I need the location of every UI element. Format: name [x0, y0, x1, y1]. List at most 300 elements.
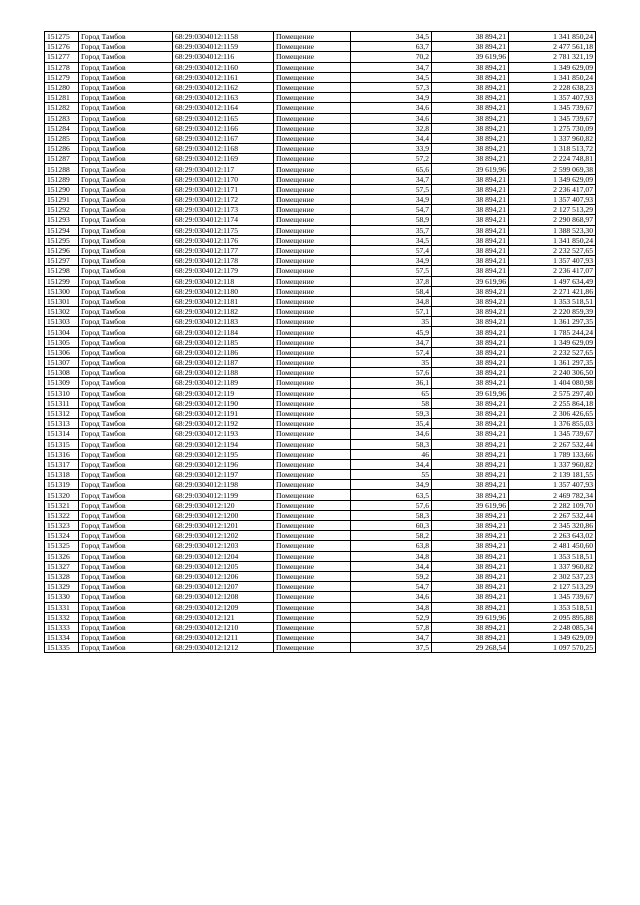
unit-value-cell: 38 894,21	[432, 286, 509, 296]
cadastral-value-cell: 1 357 407,93	[509, 195, 596, 205]
object-type-cell: Помещение	[274, 42, 351, 52]
row-number-cell: 151334	[45, 633, 79, 643]
table-row	[45, 561, 596, 571]
row-number-cell: 151275	[45, 32, 79, 42]
table-row	[45, 378, 596, 388]
locality-cell: Город Тамбов	[79, 500, 173, 510]
area-cell: 34,7	[351, 62, 432, 72]
area-cell: 33,9	[351, 144, 432, 154]
area-cell: 34,5	[351, 32, 432, 42]
cadastral-number-cell: 68:29:0304012:1160	[173, 62, 274, 72]
object-type-cell: Помещение	[274, 398, 351, 408]
cadastral-value-cell: 1 349 629,09	[509, 633, 596, 643]
table-row	[45, 633, 596, 643]
table-row	[45, 388, 596, 398]
cadastral-number-cell: 68:29:0304012:1197	[173, 470, 274, 480]
object-type-cell: Помещение	[274, 62, 351, 72]
table-row	[45, 347, 596, 357]
row-number-cell: 151331	[45, 602, 79, 612]
row-number-cell: 151320	[45, 490, 79, 500]
cadastral-value-cell: 2 306 426,65	[509, 408, 596, 418]
table-row	[45, 459, 596, 469]
table-row	[45, 449, 596, 459]
cadastral-number-cell: 68:29:0304012:1193	[173, 429, 274, 439]
table-row	[45, 327, 596, 337]
cadastral-number-cell: 68:29:0304012:1183	[173, 317, 274, 327]
locality-cell: Город Тамбов	[79, 195, 173, 205]
locality-cell: Город Тамбов	[79, 388, 173, 398]
unit-value-cell: 38 894,21	[432, 184, 509, 194]
unit-value-cell: 38 894,21	[432, 266, 509, 276]
unit-value-cell: 39 619,96	[432, 52, 509, 62]
unit-value-cell: 38 894,21	[432, 571, 509, 581]
cadastral-number-cell: 68:29:0304012:1200	[173, 510, 274, 520]
cadastral-number-cell: 68:29:0304012:119	[173, 388, 274, 398]
locality-cell: Город Тамбов	[79, 459, 173, 469]
area-cell: 46	[351, 449, 432, 459]
row-number-cell: 151301	[45, 296, 79, 306]
area-cell: 57,2	[351, 154, 432, 164]
object-type-cell: Помещение	[274, 449, 351, 459]
locality-cell: Город Тамбов	[79, 82, 173, 92]
object-type-cell: Помещение	[274, 133, 351, 143]
object-type-cell: Помещение	[274, 32, 351, 42]
table-row	[45, 266, 596, 276]
row-number-cell: 151304	[45, 327, 79, 337]
object-type-cell: Помещение	[274, 317, 351, 327]
locality-cell: Город Тамбов	[79, 317, 173, 327]
area-cell: 34,7	[351, 633, 432, 643]
table-row	[45, 490, 596, 500]
row-number-cell: 151323	[45, 521, 79, 531]
unit-value-cell: 38 894,21	[432, 32, 509, 42]
unit-value-cell: 38 894,21	[432, 449, 509, 459]
unit-value-cell: 38 894,21	[432, 541, 509, 551]
cadastral-number-cell: 68:29:0304012:1205	[173, 561, 274, 571]
locality-cell: Город Тамбов	[79, 480, 173, 490]
cadastral-value-cell: 1 275 730,09	[509, 123, 596, 133]
cadastral-value-cell: 2 282 109,70	[509, 500, 596, 510]
cadastral-number-cell: 68:29:0304012:1194	[173, 439, 274, 449]
table-row	[45, 337, 596, 347]
area-cell: 34,8	[351, 602, 432, 612]
cadastral-number-cell: 68:29:0304012:1161	[173, 72, 274, 82]
cadastral-number-cell: 68:29:0304012:1173	[173, 205, 274, 215]
cadastral-number-cell: 68:29:0304012:1185	[173, 337, 274, 347]
row-number-cell: 151289	[45, 174, 79, 184]
row-number-cell: 151303	[45, 317, 79, 327]
table-row	[45, 256, 596, 266]
object-type-cell: Помещение	[274, 622, 351, 632]
cadastral-value-cell: 1 097 570,25	[509, 643, 596, 653]
cadastral-number-cell: 68:29:0304012:1192	[173, 419, 274, 429]
cadastral-number-cell: 68:29:0304012:1163	[173, 93, 274, 103]
locality-cell: Город Тамбов	[79, 103, 173, 113]
row-number-cell: 151281	[45, 93, 79, 103]
table-row	[45, 592, 596, 602]
table-row	[45, 286, 596, 296]
locality-cell: Город Тамбов	[79, 215, 173, 225]
row-number-cell: 151309	[45, 378, 79, 388]
locality-cell: Город Тамбов	[79, 225, 173, 235]
area-cell: 34,8	[351, 296, 432, 306]
unit-value-cell: 38 894,21	[432, 327, 509, 337]
row-number-cell: 151282	[45, 103, 79, 113]
area-cell: 34,9	[351, 93, 432, 103]
cadastral-number-cell: 68:29:0304012:1189	[173, 378, 274, 388]
row-number-cell: 151307	[45, 358, 79, 368]
table-row	[45, 582, 596, 592]
cadastral-number-cell: 68:29:0304012:1159	[173, 42, 274, 52]
cadastral-value-cell: 2 232 527,65	[509, 347, 596, 357]
cadastral-value-cell: 1 357 407,93	[509, 93, 596, 103]
row-number-cell: 151290	[45, 184, 79, 194]
table-row	[45, 52, 596, 62]
unit-value-cell: 29 268,54	[432, 643, 509, 653]
unit-value-cell: 38 894,21	[432, 93, 509, 103]
cadastral-number-cell: 68:29:0304012:1175	[173, 225, 274, 235]
area-cell: 57,1	[351, 307, 432, 317]
locality-cell: Город Тамбов	[79, 62, 173, 72]
object-type-cell: Помещение	[274, 521, 351, 531]
cadastral-number-cell: 68:29:0304012:1187	[173, 358, 274, 368]
object-type-cell: Помещение	[274, 561, 351, 571]
unit-value-cell: 38 894,21	[432, 398, 509, 408]
row-number-cell: 151276	[45, 42, 79, 52]
cadastral-number-cell: 68:29:0304012:1181	[173, 296, 274, 306]
cadastral-value-cell: 1 341 850,24	[509, 72, 596, 82]
unit-value-cell: 38 894,21	[432, 307, 509, 317]
area-cell: 58,3	[351, 510, 432, 520]
row-number-cell: 151330	[45, 592, 79, 602]
area-cell: 58,4	[351, 286, 432, 296]
object-type-cell: Помещение	[274, 439, 351, 449]
table-row	[45, 551, 596, 561]
area-cell: 36,1	[351, 378, 432, 388]
unit-value-cell: 38 894,21	[432, 133, 509, 143]
cadastral-value-cell: 2 220 859,39	[509, 307, 596, 317]
row-number-cell: 151310	[45, 388, 79, 398]
row-number-cell: 151325	[45, 541, 79, 551]
table-body	[45, 32, 596, 653]
row-number-cell: 151298	[45, 266, 79, 276]
locality-cell: Город Тамбов	[79, 449, 173, 459]
unit-value-cell: 38 894,21	[432, 470, 509, 480]
cadastral-value-cell: 2 575 297,40	[509, 388, 596, 398]
row-number-cell: 151328	[45, 571, 79, 581]
row-number-cell: 151288	[45, 164, 79, 174]
cadastral-value-cell: 1 357 407,93	[509, 480, 596, 490]
row-number-cell: 151278	[45, 62, 79, 72]
row-number-cell: 151324	[45, 531, 79, 541]
locality-cell: Город Тамбов	[79, 571, 173, 581]
row-number-cell: 151313	[45, 419, 79, 429]
unit-value-cell: 38 894,21	[432, 521, 509, 531]
locality-cell: Город Тамбов	[79, 419, 173, 429]
table-row	[45, 317, 596, 327]
area-cell: 57,3	[351, 82, 432, 92]
locality-cell: Город Тамбов	[79, 347, 173, 357]
cadastral-number-cell: 68:29:0304012:1162	[173, 82, 274, 92]
row-number-cell: 151306	[45, 347, 79, 357]
cadastral-number-cell: 68:29:0304012:1164	[173, 103, 274, 113]
cadastral-value-cell: 1 361 297,35	[509, 358, 596, 368]
table-row	[45, 72, 596, 82]
unit-value-cell: 38 894,21	[432, 582, 509, 592]
area-cell: 57,4	[351, 347, 432, 357]
cadastral-value-cell: 1 789 133,66	[509, 449, 596, 459]
row-number-cell: 151314	[45, 429, 79, 439]
object-type-cell: Помещение	[274, 195, 351, 205]
locality-cell: Город Тамбов	[79, 398, 173, 408]
object-type-cell: Помещение	[274, 93, 351, 103]
object-type-cell: Помещение	[274, 358, 351, 368]
row-number-cell: 151277	[45, 52, 79, 62]
locality-cell: Город Тамбов	[79, 622, 173, 632]
unit-value-cell: 38 894,21	[432, 215, 509, 225]
cadastral-number-cell: 68:29:0304012:1209	[173, 602, 274, 612]
object-type-cell: Помещение	[274, 164, 351, 174]
object-type-cell: Помещение	[274, 429, 351, 439]
row-number-cell: 151296	[45, 245, 79, 255]
row-number-cell: 151327	[45, 561, 79, 571]
cadastral-value-cell: 2 267 532,44	[509, 439, 596, 449]
row-number-cell: 151305	[45, 337, 79, 347]
cadastral-number-cell: 68:29:0304012:1174	[173, 215, 274, 225]
cadastral-value-cell: 2 290 868,97	[509, 215, 596, 225]
area-cell: 55	[351, 470, 432, 480]
locality-cell: Город Тамбов	[79, 245, 173, 255]
cadastral-number-cell: 68:29:0304012:1191	[173, 408, 274, 418]
locality-cell: Город Тамбов	[79, 52, 173, 62]
object-type-cell: Помещение	[274, 205, 351, 215]
area-cell: 65,6	[351, 164, 432, 174]
cadastral-number-cell: 68:29:0304012:1169	[173, 154, 274, 164]
unit-value-cell: 38 894,21	[432, 429, 509, 439]
area-cell: 57,8	[351, 622, 432, 632]
object-type-cell: Помещение	[274, 419, 351, 429]
cadastral-number-cell: 68:29:0304012:1211	[173, 633, 274, 643]
object-type-cell: Помещение	[274, 531, 351, 541]
table-row	[45, 195, 596, 205]
table-row	[45, 154, 596, 164]
table-row	[45, 82, 596, 92]
cadastral-value-cell: 2 477 561,18	[509, 42, 596, 52]
area-cell: 35,4	[351, 419, 432, 429]
row-number-cell: 151311	[45, 398, 79, 408]
cadastral-number-cell: 68:29:0304012:1190	[173, 398, 274, 408]
locality-cell: Город Тамбов	[79, 154, 173, 164]
row-number-cell: 151283	[45, 113, 79, 123]
cadastral-number-cell: 68:29:0304012:1168	[173, 144, 274, 154]
unit-value-cell: 38 894,21	[432, 347, 509, 357]
row-number-cell: 151318	[45, 470, 79, 480]
locality-cell: Город Тамбов	[79, 633, 173, 643]
object-type-cell: Помещение	[274, 103, 351, 113]
area-cell: 34,9	[351, 256, 432, 266]
table-row	[45, 164, 596, 174]
unit-value-cell: 38 894,21	[432, 256, 509, 266]
row-number-cell: 151297	[45, 256, 79, 266]
area-cell: 57,5	[351, 184, 432, 194]
unit-value-cell: 38 894,21	[432, 235, 509, 245]
cadastral-value-cell: 2 271 421,86	[509, 286, 596, 296]
table-row	[45, 521, 596, 531]
table-row	[45, 531, 596, 541]
object-type-cell: Помещение	[274, 72, 351, 82]
table-row	[45, 571, 596, 581]
area-cell: 34,9	[351, 195, 432, 205]
table-row	[45, 184, 596, 194]
object-type-cell: Помещение	[274, 144, 351, 154]
object-type-cell: Помещение	[274, 123, 351, 133]
area-cell: 63,8	[351, 541, 432, 551]
cadastral-value-cell: 2 127 513,29	[509, 205, 596, 215]
object-type-cell: Помещение	[274, 266, 351, 276]
locality-cell: Город Тамбов	[79, 276, 173, 286]
area-cell: 52,9	[351, 612, 432, 622]
row-number-cell: 151295	[45, 235, 79, 245]
cadastral-value-cell: 1 341 850,24	[509, 235, 596, 245]
unit-value-cell: 38 894,21	[432, 490, 509, 500]
row-number-cell: 151333	[45, 622, 79, 632]
cadastral-value-cell: 1 318 513,72	[509, 144, 596, 154]
unit-value-cell: 38 894,21	[432, 245, 509, 255]
table-row	[45, 602, 596, 612]
object-type-cell: Помещение	[274, 113, 351, 123]
locality-cell: Город Тамбов	[79, 93, 173, 103]
area-cell: 70,2	[351, 52, 432, 62]
cadastral-number-cell: 68:29:0304012:1202	[173, 531, 274, 541]
area-cell: 34,6	[351, 103, 432, 113]
unit-value-cell: 38 894,21	[432, 459, 509, 469]
locality-cell: Город Тамбов	[79, 643, 173, 653]
table-row	[45, 225, 596, 235]
cadastral-value-cell: 1 404 080,98	[509, 378, 596, 388]
area-cell: 34,6	[351, 113, 432, 123]
locality-cell: Город Тамбов	[79, 429, 173, 439]
unit-value-cell: 38 894,21	[432, 378, 509, 388]
table-row	[45, 215, 596, 225]
cadastral-number-cell: 68:29:0304012:1196	[173, 459, 274, 469]
cadastral-value-cell: 2 267 532,44	[509, 510, 596, 520]
table-row	[45, 235, 596, 245]
unit-value-cell: 38 894,21	[432, 103, 509, 113]
row-number-cell: 151279	[45, 72, 79, 82]
locality-cell: Город Тамбов	[79, 510, 173, 520]
cadastral-value-cell: 1 337 960,82	[509, 133, 596, 143]
object-type-cell: Помещение	[274, 480, 351, 490]
area-cell: 57,4	[351, 245, 432, 255]
cadastral-number-cell: 68:29:0304012:117	[173, 164, 274, 174]
unit-value-cell: 39 619,96	[432, 388, 509, 398]
area-cell: 59,2	[351, 571, 432, 581]
cadastral-number-cell: 68:29:0304012:118	[173, 276, 274, 286]
cadastral-number-cell: 68:29:0304012:1180	[173, 286, 274, 296]
area-cell: 58,9	[351, 215, 432, 225]
object-type-cell: Помещение	[274, 286, 351, 296]
table-row	[45, 93, 596, 103]
object-type-cell: Помещение	[274, 174, 351, 184]
unit-value-cell: 39 619,96	[432, 612, 509, 622]
row-number-cell: 151280	[45, 82, 79, 92]
cadastral-number-cell: 68:29:0304012:1188	[173, 368, 274, 378]
object-type-cell: Помещение	[274, 327, 351, 337]
locality-cell: Город Тамбов	[79, 551, 173, 561]
area-cell: 65	[351, 388, 432, 398]
cadastral-number-cell: 68:29:0304012:121	[173, 612, 274, 622]
locality-cell: Город Тамбов	[79, 123, 173, 133]
table-row	[45, 439, 596, 449]
cadastral-value-cell: 1 337 960,82	[509, 561, 596, 571]
area-cell: 58,3	[351, 439, 432, 449]
table-row	[45, 62, 596, 72]
row-number-cell: 151300	[45, 286, 79, 296]
locality-cell: Город Тамбов	[79, 235, 173, 245]
area-cell: 57,5	[351, 266, 432, 276]
cadastral-value-cell: 1 376 855,03	[509, 419, 596, 429]
object-type-cell: Помещение	[274, 347, 351, 357]
cadastral-value-cell: 2 224 748,81	[509, 154, 596, 164]
object-type-cell: Помещение	[274, 184, 351, 194]
cadastral-value-cell: 1 361 297,35	[509, 317, 596, 327]
row-number-cell: 151299	[45, 276, 79, 286]
locality-cell: Город Тамбов	[79, 561, 173, 571]
locality-cell: Город Тамбов	[79, 378, 173, 388]
table-row	[45, 245, 596, 255]
unit-value-cell: 38 894,21	[432, 195, 509, 205]
area-cell: 45,9	[351, 327, 432, 337]
row-number-cell: 151287	[45, 154, 79, 164]
table-row	[45, 103, 596, 113]
locality-cell: Город Тамбов	[79, 133, 173, 143]
locality-cell: Город Тамбов	[79, 408, 173, 418]
area-cell: 58	[351, 398, 432, 408]
area-cell: 54,7	[351, 582, 432, 592]
object-type-cell: Помещение	[274, 235, 351, 245]
table-row	[45, 123, 596, 133]
unit-value-cell: 38 894,21	[432, 82, 509, 92]
table-row	[45, 174, 596, 184]
cadastral-number-cell: 68:29:0304012:1210	[173, 622, 274, 632]
area-cell: 63,5	[351, 490, 432, 500]
table-row	[45, 144, 596, 154]
cadastral-value-cell: 1 353 518,51	[509, 551, 596, 561]
row-number-cell: 151332	[45, 612, 79, 622]
cadastral-value-cell: 2 228 638,23	[509, 82, 596, 92]
object-type-cell: Помещение	[274, 500, 351, 510]
locality-cell: Город Тамбов	[79, 541, 173, 551]
row-number-cell: 151315	[45, 439, 79, 449]
row-number-cell: 151312	[45, 408, 79, 418]
object-type-cell: Помещение	[274, 592, 351, 602]
cadastral-number-cell: 68:29:0304012:1166	[173, 123, 274, 133]
unit-value-cell: 38 894,21	[432, 317, 509, 327]
cadastral-number-cell: 68:29:0304012:1158	[173, 32, 274, 42]
cadastral-number-cell: 68:29:0304012:1184	[173, 327, 274, 337]
locality-cell: Город Тамбов	[79, 266, 173, 276]
object-type-cell: Помещение	[274, 52, 351, 62]
row-number-cell: 151284	[45, 123, 79, 133]
cadastral-number-cell: 68:29:0304012:120	[173, 500, 274, 510]
cadastral-value-cell: 2 255 864,18	[509, 398, 596, 408]
cadastral-value-cell: 2 240 306,50	[509, 368, 596, 378]
row-number-cell: 151308	[45, 368, 79, 378]
cadastral-value-cell: 2 599 069,38	[509, 164, 596, 174]
locality-cell: Город Тамбов	[79, 256, 173, 266]
unit-value-cell: 38 894,21	[432, 337, 509, 347]
cadastral-value-cell: 2 469 782,34	[509, 490, 596, 500]
